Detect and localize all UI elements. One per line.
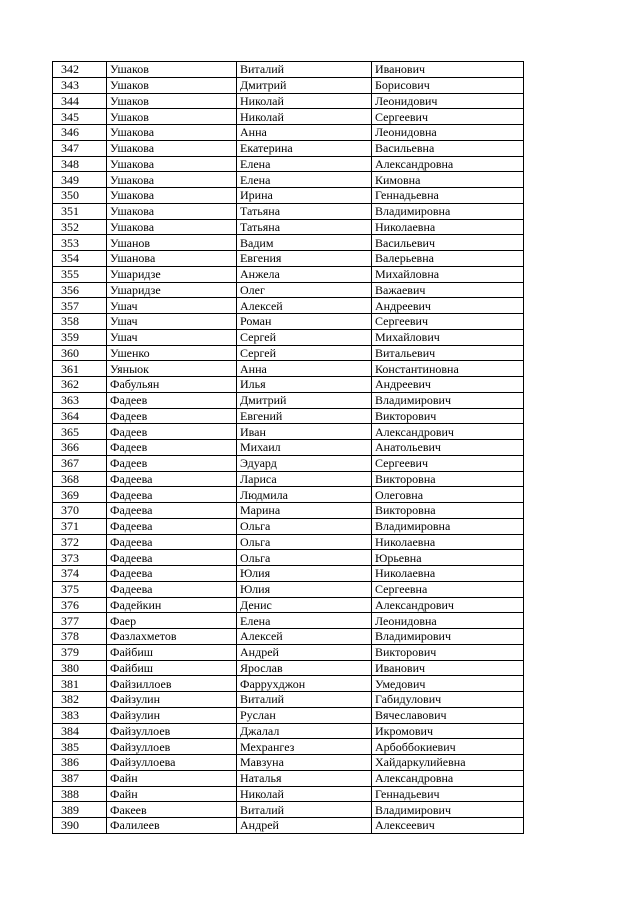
first-name-cell: Роман [237,314,372,330]
row-number-cell: 366 [53,440,107,456]
table-row [53,755,524,771]
names-table [52,61,524,834]
last-name-cell: Уяныок [107,361,237,377]
first-name-cell: Фаррухджон [237,676,372,692]
row-number-cell: 381 [53,676,107,692]
first-name-cell: Анна [237,125,372,141]
last-name-cell: Ушач [107,314,237,330]
row-number-cell: 388 [53,786,107,802]
first-name-cell: Юлия [237,581,372,597]
table-row [53,203,524,219]
row-number-cell: 380 [53,660,107,676]
row-number-cell: 376 [53,597,107,613]
row-number-cell: 384 [53,723,107,739]
row-number-cell: 354 [53,251,107,267]
last-name-cell: Файзуллоев [107,723,237,739]
table-row [53,770,524,786]
table-row [53,345,524,361]
patronymic-cell: Васильевич [372,235,524,251]
patronymic-cell: Сергеевич [372,314,524,330]
table-row [53,140,524,156]
table-row [53,503,524,519]
last-name-cell: Ушакова [107,203,237,219]
row-number-cell: 362 [53,377,107,393]
patronymic-cell: Викторович [372,644,524,660]
last-name-cell: Ушаков [107,62,237,78]
patronymic-cell: Николаевна [372,534,524,550]
row-number-cell: 346 [53,125,107,141]
row-number-cell: 356 [53,282,107,298]
first-name-cell: Татьяна [237,219,372,235]
first-name-cell: Руслан [237,707,372,723]
row-number-cell: 369 [53,487,107,503]
last-name-cell: Фадеева [107,550,237,566]
names-table-body [53,62,524,834]
last-name-cell: Фазлахметов [107,629,237,645]
last-name-cell: Факеев [107,802,237,818]
table-row [53,818,524,834]
last-name-cell: Фадейкин [107,597,237,613]
row-number-cell: 363 [53,392,107,408]
last-name-cell: Ушач [107,329,237,345]
table-row [53,361,524,377]
table-row [53,235,524,251]
first-name-cell: Дмитрий [237,77,372,93]
first-name-cell: Евгений [237,408,372,424]
first-name-cell: Дмитрий [237,392,372,408]
first-name-cell: Евгения [237,251,372,267]
table-row [53,566,524,582]
last-name-cell: Фадеев [107,408,237,424]
row-number-cell: 371 [53,518,107,534]
first-name-cell: Елена [237,613,372,629]
first-name-cell: Екатерина [237,140,372,156]
first-name-cell: Денис [237,597,372,613]
first-name-cell: Николай [237,109,372,125]
table-row [53,471,524,487]
patronymic-cell: Владимирович [372,392,524,408]
row-number-cell: 360 [53,345,107,361]
patronymic-cell: Владимировна [372,203,524,219]
table-row [53,408,524,424]
table-row [53,266,524,282]
last-name-cell: Ушенко [107,345,237,361]
patronymic-cell: Андреевич [372,298,524,314]
patronymic-cell: Александровна [372,770,524,786]
table-row [53,172,524,188]
last-name-cell: Ушанов [107,235,237,251]
table-row [53,692,524,708]
last-name-cell: Фадеев [107,440,237,456]
table-row [53,424,524,440]
patronymic-cell: Александрович [372,597,524,613]
patronymic-cell: Константиновна [372,361,524,377]
row-number-cell: 379 [53,644,107,660]
first-name-cell: Ярослав [237,660,372,676]
first-name-cell: Юлия [237,566,372,582]
row-number-cell: 368 [53,471,107,487]
last-name-cell: Файбиш [107,644,237,660]
patronymic-cell: Борисович [372,77,524,93]
last-name-cell: Фадеева [107,534,237,550]
first-name-cell: Иван [237,424,372,440]
last-name-cell: Фадеева [107,518,237,534]
last-name-cell: Фадеева [107,566,237,582]
first-name-cell: Виталий [237,802,372,818]
row-number-cell: 344 [53,93,107,109]
table-row [53,487,524,503]
row-number-cell: 390 [53,818,107,834]
patronymic-cell: Николаевна [372,219,524,235]
table-row [53,298,524,314]
table-row [53,125,524,141]
last-name-cell: Файзуллоев [107,739,237,755]
table-row [53,739,524,755]
last-name-cell: Файзулин [107,692,237,708]
last-name-cell: Ушакова [107,125,237,141]
row-number-cell: 364 [53,408,107,424]
last-name-cell: Фадеева [107,471,237,487]
row-number-cell: 345 [53,109,107,125]
first-name-cell: Андрей [237,644,372,660]
table-row [53,77,524,93]
table-row [53,707,524,723]
last-name-cell: Фадеева [107,581,237,597]
last-name-cell: Ушаков [107,77,237,93]
first-name-cell: Анна [237,361,372,377]
first-name-cell: Джалал [237,723,372,739]
patronymic-cell: Габидулович [372,692,524,708]
patronymic-cell: Вячеславович [372,707,524,723]
patronymic-cell: Сергеевич [372,109,524,125]
patronymic-cell: Олеговна [372,487,524,503]
row-number-cell: 358 [53,314,107,330]
patronymic-cell: Леонидович [372,93,524,109]
row-number-cell: 361 [53,361,107,377]
patronymic-cell: Геннадьевич [372,786,524,802]
row-number-cell: 351 [53,203,107,219]
row-number-cell: 374 [53,566,107,582]
first-name-cell: Наталья [237,770,372,786]
patronymic-cell: Викторовна [372,503,524,519]
row-number-cell: 350 [53,188,107,204]
first-name-cell: Алексей [237,629,372,645]
patronymic-cell: Михайловна [372,266,524,282]
last-name-cell: Фаер [107,613,237,629]
table-row [53,802,524,818]
row-number-cell: 377 [53,613,107,629]
first-name-cell: Алексей [237,298,372,314]
first-name-cell: Николай [237,93,372,109]
table-row [53,723,524,739]
table-row [53,188,524,204]
last-name-cell: Ушач [107,298,237,314]
first-name-cell: Мехрангез [237,739,372,755]
row-number-cell: 347 [53,140,107,156]
table-row [53,455,524,471]
last-name-cell: Фабульян [107,377,237,393]
first-name-cell: Мавзуна [237,755,372,771]
last-name-cell: Ушаков [107,93,237,109]
row-number-cell: 352 [53,219,107,235]
patronymic-cell: Хайдаркулийевна [372,755,524,771]
row-number-cell: 342 [53,62,107,78]
row-number-cell: 382 [53,692,107,708]
first-name-cell: Виталий [237,62,372,78]
table-row [53,613,524,629]
table-row [53,660,524,676]
patronymic-cell: Андреевич [372,377,524,393]
first-name-cell: Елена [237,172,372,188]
row-number-cell: 372 [53,534,107,550]
patronymic-cell: Леонидовна [372,613,524,629]
row-number-cell: 385 [53,739,107,755]
table-row [53,597,524,613]
patronymic-cell: Анатольевич [372,440,524,456]
patronymic-cell: Викторович [372,408,524,424]
patronymic-cell: Иванович [372,62,524,78]
patronymic-cell: Валерьевна [372,251,524,267]
first-name-cell: Татьяна [237,203,372,219]
row-number-cell: 348 [53,156,107,172]
row-number-cell: 383 [53,707,107,723]
patronymic-cell: Кимовна [372,172,524,188]
table-row [53,93,524,109]
first-name-cell: Ольга [237,518,372,534]
table-row [53,786,524,802]
last-name-cell: Файн [107,770,237,786]
patronymic-cell: Владимировна [372,518,524,534]
table-row [53,440,524,456]
table-row [53,62,524,78]
first-name-cell: Сергей [237,329,372,345]
table-row [53,314,524,330]
patronymic-cell: Владимирович [372,802,524,818]
patronymic-cell: Важаевич [372,282,524,298]
table-row [53,329,524,345]
last-name-cell: Ушакова [107,188,237,204]
last-name-cell: Ушаридзе [107,266,237,282]
row-number-cell: 387 [53,770,107,786]
last-name-cell: Файзулин [107,707,237,723]
first-name-cell: Виталий [237,692,372,708]
table-row [53,109,524,125]
last-name-cell: Фадеева [107,487,237,503]
patronymic-cell: Викторовна [372,471,524,487]
patronymic-cell: Николаевна [372,566,524,582]
table-row [53,644,524,660]
table-row [53,219,524,235]
first-name-cell: Михаил [237,440,372,456]
last-name-cell: Фадеев [107,455,237,471]
first-name-cell: Ирина [237,188,372,204]
patronymic-cell: Александровна [372,156,524,172]
table-row [53,282,524,298]
row-number-cell: 349 [53,172,107,188]
last-name-cell: Файн [107,786,237,802]
patronymic-cell: Сергеевич [372,455,524,471]
patronymic-cell: Иванович [372,660,524,676]
row-number-cell: 378 [53,629,107,645]
last-name-cell: Файбиш [107,660,237,676]
first-name-cell: Илья [237,377,372,393]
table-row [53,518,524,534]
patronymic-cell: Икромович [372,723,524,739]
first-name-cell: Ольга [237,550,372,566]
last-name-cell: Файзиллоев [107,676,237,692]
last-name-cell: Фадеев [107,392,237,408]
table-row [53,392,524,408]
first-name-cell: Андрей [237,818,372,834]
first-name-cell: Вадим [237,235,372,251]
row-number-cell: 343 [53,77,107,93]
patronymic-cell: Арбоббокиевич [372,739,524,755]
row-number-cell: 353 [53,235,107,251]
row-number-cell: 373 [53,550,107,566]
patronymic-cell: Геннадьевна [372,188,524,204]
first-name-cell: Эдуард [237,455,372,471]
first-name-cell: Сергей [237,345,372,361]
patronymic-cell: Владимирович [372,629,524,645]
row-number-cell: 365 [53,424,107,440]
table-row [53,534,524,550]
table-row [53,629,524,645]
table-row [53,581,524,597]
first-name-cell: Анжела [237,266,372,282]
table-row [53,251,524,267]
first-name-cell: Николай [237,786,372,802]
row-number-cell: 359 [53,329,107,345]
row-number-cell: 367 [53,455,107,471]
patronymic-cell: Умедович [372,676,524,692]
table-row [53,550,524,566]
patronymic-cell: Витальевич [372,345,524,361]
row-number-cell: 357 [53,298,107,314]
table-row [53,156,524,172]
last-name-cell: Ушакова [107,140,237,156]
last-name-cell: Файзуллоева [107,755,237,771]
first-name-cell: Елена [237,156,372,172]
last-name-cell: Фалилеев [107,818,237,834]
last-name-cell: Ушаридзе [107,282,237,298]
last-name-cell: Ушаков [107,109,237,125]
patronymic-cell: Юрьевна [372,550,524,566]
first-name-cell: Олег [237,282,372,298]
patronymic-cell: Леонидовна [372,125,524,141]
last-name-cell: Ушанова [107,251,237,267]
first-name-cell: Марина [237,503,372,519]
row-number-cell: 386 [53,755,107,771]
patronymic-cell: Михайлович [372,329,524,345]
row-number-cell: 370 [53,503,107,519]
first-name-cell: Людмила [237,487,372,503]
table-row [53,676,524,692]
row-number-cell: 389 [53,802,107,818]
patronymic-cell: Алексеевич [372,818,524,834]
last-name-cell: Фадеев [107,424,237,440]
patronymic-cell: Александрович [372,424,524,440]
row-number-cell: 355 [53,266,107,282]
last-name-cell: Фадеева [107,503,237,519]
first-name-cell: Лариса [237,471,372,487]
patronymic-cell: Сергеевна [372,581,524,597]
row-number-cell: 375 [53,581,107,597]
patronymic-cell: Васильевна [372,140,524,156]
first-name-cell: Ольга [237,534,372,550]
last-name-cell: Ушакова [107,156,237,172]
last-name-cell: Ушакова [107,219,237,235]
table-row [53,377,524,393]
last-name-cell: Ушакова [107,172,237,188]
